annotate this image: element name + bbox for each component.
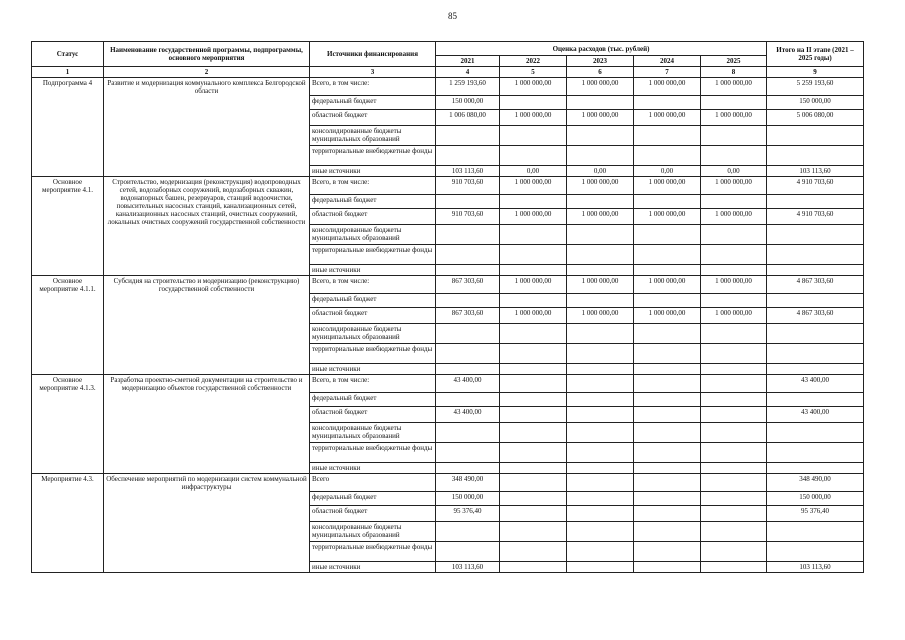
amount-cell [701,294,767,308]
amount-cell: 348 490,00 [436,474,500,492]
amount-cell: 1 000 000,00 [567,78,634,96]
amount-cell: 150 000,00 [436,492,500,506]
amount-cell [436,294,500,308]
total-cell [767,522,864,542]
amount-cell [701,393,767,407]
amount-cell: 1 000 000,00 [701,78,767,96]
funding-source: иные источники [310,463,436,474]
amount-cell [567,443,634,463]
amount-cell [500,364,567,375]
amount-cell [634,96,701,110]
amount-cell [436,364,500,375]
funding-source: Всего [310,474,436,492]
total-cell [767,443,864,463]
group-status: Подпрограмма 4 [32,78,104,177]
amount-cell [500,423,567,443]
amount-cell [634,225,701,245]
total-cell [767,265,864,276]
table-row [32,276,864,294]
amount-cell [500,195,567,209]
amount-cell [436,463,500,474]
header-total: Итого на II этапе (2021 – 2025 годы) [767,42,864,67]
amount-cell [500,294,567,308]
amount-cell [701,492,767,506]
amount-cell [634,265,701,276]
total-cell [767,463,864,474]
amount-cell: 1 000 000,00 [567,177,634,195]
amount-cell [701,522,767,542]
group-name: Строительство, модернизация (реконструкция) водопроводных сетей, водозаборных сооружений, водозаборных скважин, водонапорных башен, резервуаров, станций водоочистки, повысительных насосных станций, канализационных сетей, канализационных насосных станций, очистных сооружений, локальных очистных сооружений государственной собственности [104,177,310,276]
amount-cell [567,324,634,344]
amount-cell [500,443,567,463]
amount-cell: 1 000 000,00 [567,110,634,126]
amount-cell [567,474,634,492]
header-sources: Источники финансирования [310,42,436,67]
amount-cell [500,245,567,265]
total-cell [767,542,864,562]
amount-cell [500,562,567,573]
funding-source: федеральный бюджет [310,96,436,110]
amount-cell [500,463,567,474]
amount-cell [701,364,767,375]
amount-cell [701,506,767,522]
total-cell: 5 259 193,60 [767,78,864,96]
amount-cell: 0,00 [567,166,634,177]
amount-cell [500,146,567,166]
amount-cell [567,407,634,423]
column-number: 2 [104,67,310,78]
amount-cell [567,344,634,364]
amount-cell: 1 000 000,00 [567,209,634,225]
funding-source: консолидированные бюджеты муниципальных образований [310,522,436,542]
amount-cell [567,393,634,407]
amount-cell [634,344,701,364]
amount-cell [701,245,767,265]
funding-source: федеральный бюджет [310,393,436,407]
amount-cell: 1 000 000,00 [701,308,767,324]
amount-cell [701,146,767,166]
amount-cell [634,364,701,375]
amount-cell [500,344,567,364]
funding-source: Всего, в том числе: [310,276,436,294]
amount-cell [701,407,767,423]
amount-cell [436,324,500,344]
header-estimate: Оценка расходов (тыс. рублей) [436,42,767,56]
amount-cell [634,542,701,562]
amount-cell: 910 703,60 [436,177,500,195]
total-cell: 4 910 703,60 [767,177,864,195]
amount-cell [500,96,567,110]
amount-cell: 1 000 000,00 [500,308,567,324]
total-cell: 103 113,60 [767,166,864,177]
group-name: Развитие и модернизация коммунального комплекса Белгородской области [104,78,310,177]
amount-cell: 0,00 [500,166,567,177]
amount-cell [634,506,701,522]
amount-cell [634,492,701,506]
amount-cell [567,522,634,542]
total-cell: 43 400,00 [767,375,864,393]
amount-cell [701,542,767,562]
amount-cell [436,195,500,209]
amount-cell: 1 000 000,00 [634,308,701,324]
amount-cell [634,324,701,344]
amount-cell [567,364,634,375]
amount-cell: 103 113,60 [436,562,500,573]
funding-source: территориальные внебюджетные фонды [310,443,436,463]
amount-cell [436,393,500,407]
funding-source: областной бюджет [310,407,436,423]
amount-cell [567,245,634,265]
table-row [32,78,864,96]
amount-cell [436,344,500,364]
amount-cell [701,344,767,364]
amount-cell [436,423,500,443]
amount-cell: 103 113,60 [436,166,500,177]
funding-source: консолидированные бюджеты муниципальных образований [310,126,436,146]
amount-cell [567,126,634,146]
column-number: 4 [436,67,500,78]
total-cell: 4 867 303,60 [767,308,864,324]
table-body [32,78,864,573]
funding-source: областной бюджет [310,110,436,126]
funding-source: иные источники [310,166,436,177]
amount-cell: 1 000 000,00 [500,177,567,195]
total-cell [767,324,864,344]
funding-source: консолидированные бюджеты муниципальных образований [310,423,436,443]
amount-cell [701,474,767,492]
amount-cell [701,463,767,474]
table-row [32,177,864,195]
column-number: 3 [310,67,436,78]
amount-cell [701,225,767,245]
amount-cell [634,393,701,407]
funding-source: территориальные внебюджетные фонды [310,344,436,364]
amount-cell [701,96,767,110]
funding-source: консолидированные бюджеты муниципальных образований [310,324,436,344]
total-cell [767,195,864,209]
amount-cell [701,443,767,463]
amount-cell [567,294,634,308]
amount-cell [500,474,567,492]
amount-cell [500,265,567,276]
amount-cell: 43 400,00 [436,407,500,423]
amount-cell: 1 000 000,00 [567,308,634,324]
total-cell [767,126,864,146]
amount-cell: 1 000 000,00 [500,276,567,294]
funding-source: иные источники [310,364,436,375]
amount-cell [634,562,701,573]
total-cell: 103 113,60 [767,562,864,573]
funding-source: Всего, в том числе: [310,78,436,96]
amount-cell: 43 400,00 [436,375,500,393]
amount-cell [500,522,567,542]
amount-cell [634,195,701,209]
total-cell [767,294,864,308]
amount-cell [567,96,634,110]
column-number: 1 [32,67,104,78]
total-cell: 5 006 080,00 [767,110,864,126]
amount-cell: 1 000 000,00 [701,276,767,294]
amount-cell [701,195,767,209]
funding-source: федеральный бюджет [310,195,436,209]
amount-cell: 1 000 000,00 [500,110,567,126]
amount-cell: 1 000 000,00 [500,209,567,225]
amount-cell: 1 000 000,00 [701,209,767,225]
amount-cell [567,146,634,166]
amount-cell: 1 000 000,00 [701,177,767,195]
funding-source: территориальные внебюджетные фонды [310,146,436,166]
amount-cell [567,265,634,276]
total-cell: 150 000,00 [767,492,864,506]
budget-table [31,41,864,573]
group-status: Мероприятие 4.3. [32,474,104,573]
header-year: 2022 [500,56,567,67]
amount-cell: 150 000,00 [436,96,500,110]
funding-source: территориальные внебюджетные фонды [310,245,436,265]
column-number: 6 [567,67,634,78]
amount-cell: 0,00 [701,166,767,177]
funding-source: областной бюджет [310,506,436,522]
amount-cell [500,407,567,423]
total-cell [767,393,864,407]
amount-cell: 95 376,40 [436,506,500,522]
header-year: 2023 [567,56,634,67]
amount-cell [500,324,567,344]
amount-cell [500,492,567,506]
amount-cell: 1 000 000,00 [500,78,567,96]
column-number: 8 [701,67,767,78]
total-cell [767,423,864,443]
amount-cell [567,423,634,443]
total-cell: 4 867 303,60 [767,276,864,294]
amount-cell [701,423,767,443]
funding-source: областной бюджет [310,308,436,324]
amount-cell [634,146,701,166]
header-year: 2021 [436,56,500,67]
amount-cell: 910 703,60 [436,209,500,225]
amount-cell [701,375,767,393]
amount-cell [701,324,767,344]
amount-cell: 0,00 [634,166,701,177]
amount-cell [634,126,701,146]
amount-cell [701,126,767,146]
amount-cell [436,522,500,542]
amount-cell [436,126,500,146]
amount-cell [634,443,701,463]
group-status: Основное мероприятие 4.1.3. [32,375,104,474]
funding-source: иные источники [310,562,436,573]
amount-cell [567,463,634,474]
total-cell: 348 490,00 [767,474,864,492]
amount-cell [634,294,701,308]
group-name: Разработка проектно-сметной документации на строительство и модернизацию объектов государственной собственности [104,375,310,474]
amount-cell [634,463,701,474]
amount-cell [634,522,701,542]
amount-cell [634,474,701,492]
total-cell [767,344,864,364]
amount-cell: 1 000 000,00 [701,110,767,126]
amount-cell [567,542,634,562]
amount-cell [567,375,634,393]
amount-cell [567,506,634,522]
total-cell: 43 400,00 [767,407,864,423]
amount-cell: 867 303,60 [436,308,500,324]
funding-source: федеральный бюджет [310,294,436,308]
funding-source: Всего, в том числе: [310,375,436,393]
amount-cell: 1 006 080,00 [436,110,500,126]
group-status: Основное мероприятие 4.1. [32,177,104,276]
amount-cell [500,126,567,146]
amount-cell [567,562,634,573]
amount-cell [634,407,701,423]
amount-cell [567,492,634,506]
total-cell [767,146,864,166]
group-status: Основное мероприятие 4.1.1. [32,276,104,375]
total-cell: 95 376,40 [767,506,864,522]
header-name: Наименование государственной программы, подпрограммы, основного мероприятия [104,42,310,67]
amount-cell: 1 000 000,00 [634,78,701,96]
table-row [32,474,864,492]
column-number: 9 [767,67,864,78]
amount-cell [500,542,567,562]
header-year: 2025 [701,56,767,67]
funding-source: консолидированные бюджеты муниципальных образований [310,225,436,245]
funding-source: федеральный бюджет [310,492,436,506]
amount-cell [634,423,701,443]
amount-cell [436,245,500,265]
table-row [32,375,864,393]
group-name: Обеспечение мероприятий по модернизации систем коммунальной инфраструктуры [104,474,310,573]
amount-cell [567,195,634,209]
amount-cell [500,225,567,245]
total-cell [767,225,864,245]
amount-cell [567,225,634,245]
amount-cell [436,146,500,166]
funding-source: областной бюджет [310,209,436,225]
header-year: 2024 [634,56,701,67]
amount-cell: 1 000 000,00 [634,110,701,126]
amount-cell [436,265,500,276]
amount-cell: 1 000 000,00 [634,209,701,225]
amount-cell [436,542,500,562]
amount-cell [701,265,767,276]
amount-cell: 1 000 000,00 [567,276,634,294]
total-cell [767,364,864,375]
amount-cell [436,443,500,463]
total-cell: 150 000,00 [767,96,864,110]
amount-cell: 1 259 193,60 [436,78,500,96]
header-status: Статус [32,42,104,67]
amount-cell [500,506,567,522]
amount-cell [436,225,500,245]
group-name: Субсидия на строительство и модернизацию (реконструкцию) государственной собственности [104,276,310,375]
amount-cell: 867 303,60 [436,276,500,294]
amount-cell: 1 000 000,00 [634,276,701,294]
total-cell [767,245,864,265]
amount-cell: 1 000 000,00 [634,177,701,195]
column-number: 5 [500,67,567,78]
amount-cell [500,393,567,407]
total-cell: 4 910 703,60 [767,209,864,225]
funding-source: Всего, в том числе: [310,177,436,195]
page-number: 85 [448,11,457,21]
amount-cell [634,245,701,265]
amount-cell [634,375,701,393]
funding-source: иные источники [310,265,436,276]
amount-cell [500,375,567,393]
amount-cell [701,562,767,573]
funding-source: территориальные внебюджетные фонды [310,542,436,562]
column-number: 7 [634,67,701,78]
